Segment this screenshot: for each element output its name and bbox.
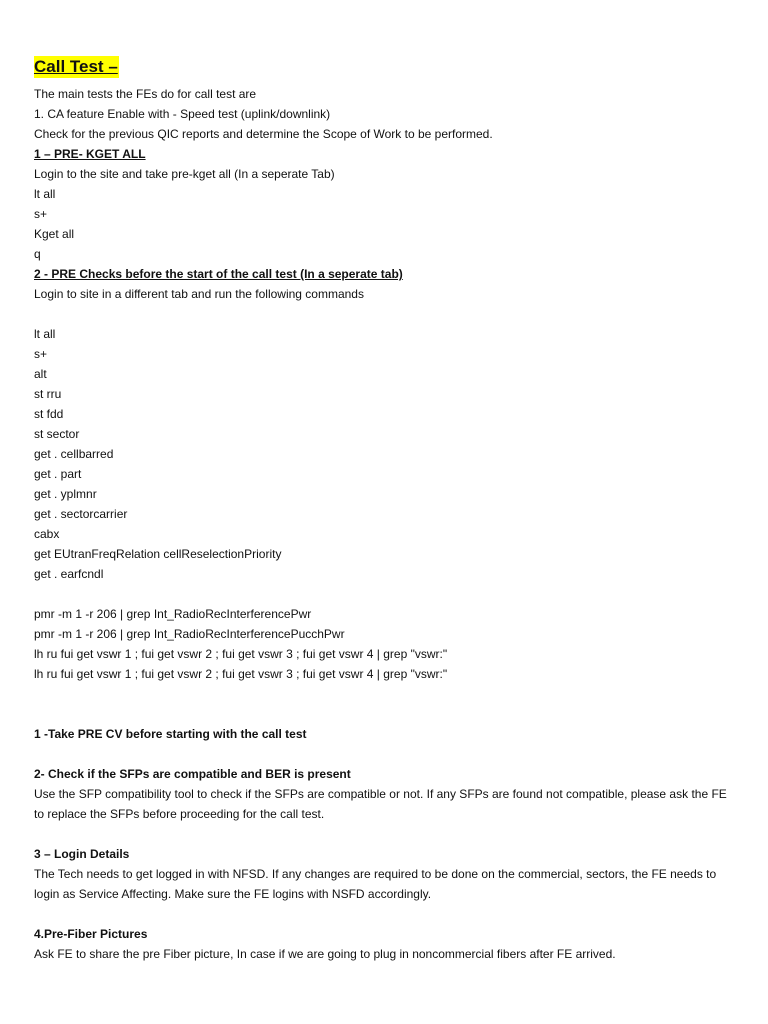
section1-line: Login to the site and take pre-kget all (In a seperate Tab) bbox=[34, 167, 335, 181]
command-line: st rru bbox=[34, 387, 62, 401]
command-line: get . sectorcarrier bbox=[34, 507, 128, 521]
command-line: get . part bbox=[34, 467, 82, 481]
command-line: s+ bbox=[34, 347, 48, 361]
command-line: pmr -m 1 -r 206 | grep Int_RadioRecInterferencePucchPwr bbox=[34, 627, 345, 641]
section1-heading: 1 – PRE- KGET ALL bbox=[34, 147, 146, 161]
page-title: Call Test – bbox=[34, 57, 118, 76]
command-line: pmr -m 1 -r 206 | grep Int_RadioRecInterferencePwr bbox=[34, 607, 312, 621]
command-line: lh ru fui get vswr 1 ; fui get vswr 2 ; fui get vswr 3 ; fui get vswr 4 | grep "vswr:" bbox=[34, 667, 448, 681]
command-line: st sector bbox=[34, 427, 80, 441]
command-line: get . yplmnr bbox=[34, 487, 97, 501]
command-line: get . earfcndl bbox=[34, 567, 104, 581]
step-sfp-text: Use the SFP compatibility tool to check if the SFPs are compatible or not. If any SFPs are found not compatible, please ask the FE to replace the SFPs before proceeding for the call test. bbox=[34, 787, 727, 821]
command-line: lh ru fui get vswr 1 ; fui get vswr 2 ; fui get vswr 3 ; fui get vswr 4 | grep "vswr:" bbox=[34, 647, 448, 661]
intro-line-2: 1. CA feature Enable with - Speed test (uplink/downlink) bbox=[34, 107, 331, 121]
spacer bbox=[34, 584, 734, 604]
command-line: lt all bbox=[34, 327, 56, 341]
step-fiber-text: Ask FE to share the pre Fiber picture, In case if we are going to plug in noncommercial fibers after FE arrived. bbox=[34, 947, 616, 961]
command-line: get EUtranFreqRelation cellReselectionPriority bbox=[34, 547, 282, 561]
step-login-text: The Tech needs to get logged in with NFSD. If any changes are required to be done on the commercial, sectors, the FE needs to login as Service Affecting. Make sure the FE logins with NSFD accordingly. bbox=[34, 867, 717, 901]
step-sfp-heading: 2- Check if the SFPs are compatible and BER is present bbox=[34, 767, 351, 781]
spacer bbox=[34, 684, 734, 724]
section1-line: s+ bbox=[34, 207, 48, 221]
section2-heading: 2 - PRE Checks before the start of the call test (In a seperate tab) bbox=[34, 267, 403, 281]
spacer bbox=[34, 904, 734, 924]
section1-line: Kget all bbox=[34, 227, 75, 241]
command-line: st fdd bbox=[34, 407, 64, 421]
command-line: cabx bbox=[34, 527, 60, 541]
step-fiber-heading: 4.Pre-Fiber Pictures bbox=[34, 927, 148, 941]
spacer bbox=[34, 304, 734, 324]
command-line: get . cellbarred bbox=[34, 447, 114, 461]
step-pre-cv: 1 -Take PRE CV before starting with the call test bbox=[34, 727, 307, 741]
step-login-heading: 3 – Login Details bbox=[34, 847, 130, 861]
spacer bbox=[34, 824, 734, 844]
spacer bbox=[34, 744, 734, 764]
intro-line-1: The main tests the FEs do for call test are bbox=[34, 87, 257, 101]
intro-line-3: Check for the previous QIC reports and determine the Scope of Work to be performed. bbox=[34, 127, 493, 141]
command-line: alt bbox=[34, 367, 47, 381]
title-row bbox=[34, 56, 734, 84]
section1-line: q bbox=[34, 247, 41, 261]
section1-line: lt all bbox=[34, 187, 56, 201]
document-page bbox=[34, 56, 734, 964]
section2-intro: Login to site in a different tab and run the following commands bbox=[34, 287, 364, 301]
